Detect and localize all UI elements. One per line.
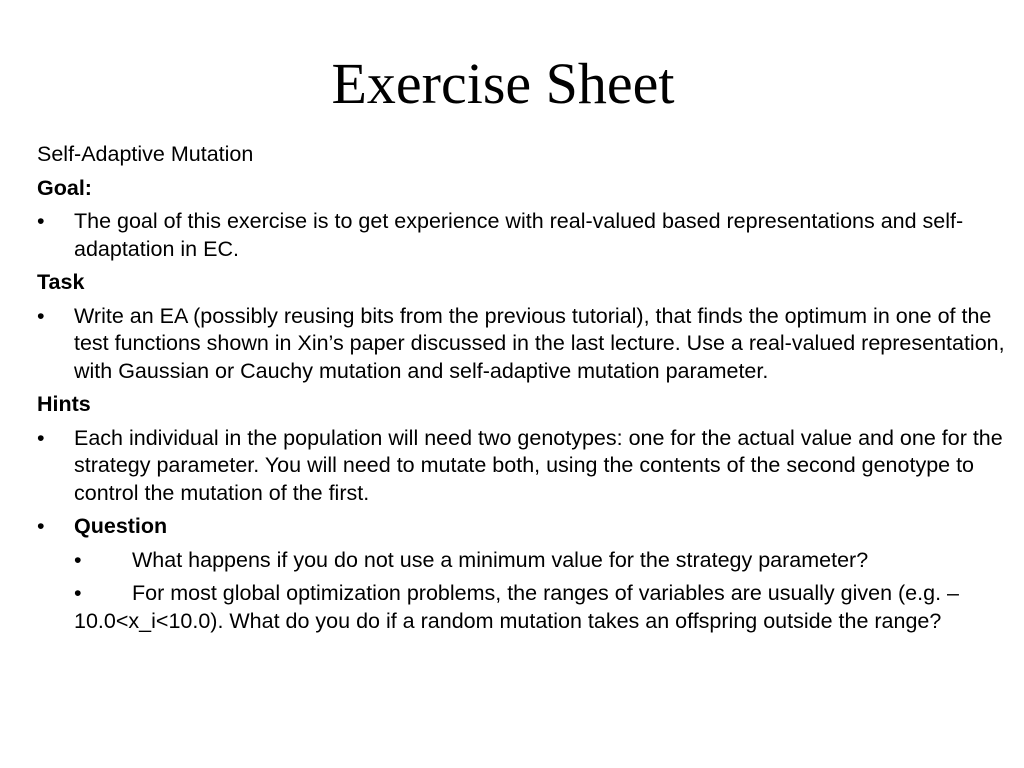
slide-title: Exercise Sheet xyxy=(331,51,675,116)
question-text: For most global optimization problems, the ranges of variables are usually given (e.g. –10.0<x_i<10.0). What do you do if a random mutation takes an offspring outside the range? xyxy=(74,581,959,633)
bullet-icon: • xyxy=(37,425,45,450)
question-item xyxy=(37,513,1007,541)
subtitle: Self-Adaptive Mutation xyxy=(37,142,254,166)
bullet-icon: • xyxy=(37,303,45,328)
bullet-icon: • xyxy=(74,581,82,605)
goal-item xyxy=(37,208,1007,263)
task-item xyxy=(37,303,1007,386)
hints-text: Each individual in the population will need two genotypes: one for the actual value and one for the strategy parameter. You will need to mutate both, using the contents of the second genotype to control the mutation of the first. xyxy=(74,425,1003,505)
task-text: Write an EA (possibly reusing bits from the previous tutorial), that finds the optimum in one of the test functions shown in Xin’s paper discussed in the last lecture. Use a real-valued representation, with Gaussian or Cauchy mutation and self-adaptive mutation parameter. xyxy=(74,303,1005,383)
hints-heading: Hints xyxy=(37,392,91,416)
question-sub-item xyxy=(37,547,1007,575)
question-text: What happens if you do not use a minimum value for the strategy parameter? xyxy=(132,547,869,572)
goal-heading: Goal: xyxy=(37,175,92,200)
task-heading: Task xyxy=(37,270,85,294)
question-label: Question xyxy=(74,514,168,538)
goal-text: The goal of this exercise is to get experience with real-valued based representations and self-adaptation in EC. xyxy=(74,209,964,261)
question-sub-item xyxy=(37,580,1007,635)
bullet-icon: • xyxy=(74,547,82,572)
bullet-icon: • xyxy=(37,514,45,538)
hints-item xyxy=(37,425,1007,508)
slide-content xyxy=(37,141,1007,641)
bullet-icon: • xyxy=(37,209,45,233)
